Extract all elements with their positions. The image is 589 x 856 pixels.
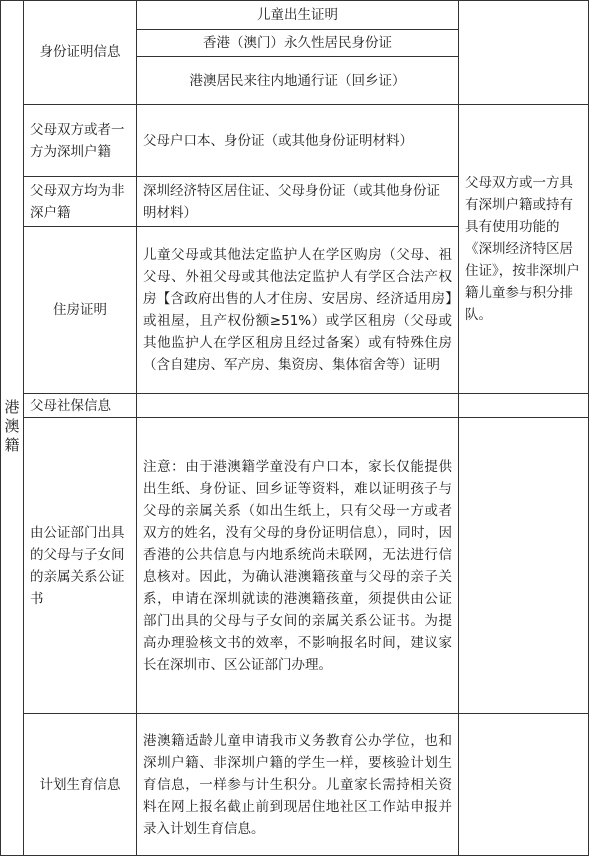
notary-content: 注意：由于港澳籍学童没有户口本，家长仅能提供出生纸、身份证、回乡证等资料，难以证明孩子与父母的亲属关系（如出生纸上，只有父母一方或者双方的姓名，没有父母的身份证明信息），同时，因香港的公共信息与内地系统尚未联网，无法进行信息核对。因此，为确认港澳籍孩童与父母的亲子关系，申请在深圳就读的港澳籍孩童，须提供由公证部门出具的父母与子女间的亲属关系公证书。为提高办理验核文书的效率，不影响报名时间，建议家长在深圳市、区公证部门办理。 [143, 458, 452, 673]
identity-item-1: 儿童出生证明 [257, 6, 338, 23]
notary-label-cell [24, 418, 137, 714]
family-planning-label: 计划生育信息 [39, 776, 121, 793]
social-security-label-cell [24, 394, 137, 418]
notary-label: 由公证部门出具的父母与子女间的亲属关系公证书 [30, 524, 125, 607]
housing-label-cell [24, 227, 137, 394]
both-non-sz-content-cell [137, 177, 459, 227]
identity-right-empty [459, 0, 589, 105]
one-parent-sz-label: 父母双方或者一方为深圳户籍 [30, 121, 125, 160]
identity-item-3: 港澳居民来往内地通行证（回乡证） [189, 72, 406, 89]
social-security-content-cell [137, 394, 459, 418]
housing-content-cell [137, 227, 459, 394]
both-non-sz-label: 父母双方均为非深户籍 [30, 182, 125, 221]
both-non-sz-content: 深圳经济特区居住证、父母身份证（或其他身份证明材料） [143, 182, 440, 221]
housing-label: 住房证明 [53, 302, 107, 318]
notary-content-cell [137, 418, 459, 714]
housing-content: 儿童父母或其他法定监护人在学区购房（父母、祖父母、外祖父母或其他法定监护人有学区合法产权房【含政府出售的人才住房、安居房、经济适用房】或祖屋，且产权份额≥51%）或学区租房（父母或其他监护人在学区租房且经过备案）或有特殊住房（含自建房、军产房、集资房、集体宿舍等）证明 [143, 247, 452, 373]
right-note: 父母双方或一方具有深圳户籍或持有具有使用功能的《深圳经济特区居住证》，按非深圳户籍儿童参与积分排队。 [465, 175, 580, 323]
notary-right-empty [459, 418, 589, 714]
identity-label-cell [24, 0, 137, 105]
social-security-right-empty [459, 394, 589, 418]
family-planning-content-cell [137, 714, 459, 856]
identity-item-cell [137, 30, 459, 57]
identity-item-cell [137, 0, 459, 30]
side-label: 港澳籍 [2, 399, 21, 456]
side-label-cell [0, 0, 24, 856]
family-planning-right-empty [459, 714, 589, 856]
one-parent-sz-label-cell [24, 105, 137, 177]
one-parent-sz-content: 父母户口本、身份证（或其他身份证明材料） [143, 132, 413, 149]
identity-item-cell [137, 57, 459, 105]
identity-item-2: 香港（澳门）永久性居民身份证 [203, 35, 392, 51]
family-planning-content: 港澳籍适龄儿童申请我市义务教育公办学位，也和深圳户籍、非深圳户籍的学生一样，要核验计划生育信息，一样参与计生积分。儿童家长需持相关资料在网上报名截止前到现居住地社区工作站申报并录入计划生育信息。 [143, 732, 452, 837]
right-note-cell [459, 105, 589, 394]
both-non-sz-label-cell [24, 177, 137, 227]
identity-label: 身份证明信息 [39, 44, 121, 60]
social-security-label: 父母社保信息 [30, 397, 111, 414]
one-parent-sz-content-cell [137, 105, 459, 177]
family-planning-label-cell [24, 714, 137, 856]
